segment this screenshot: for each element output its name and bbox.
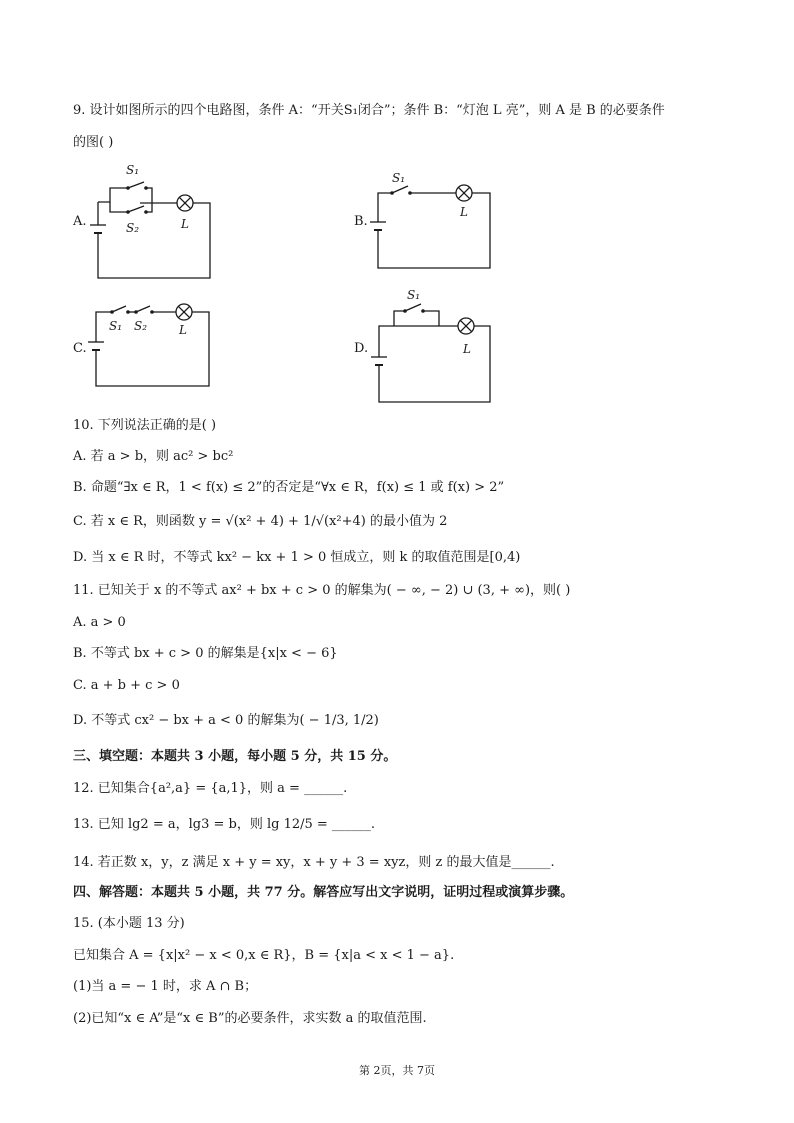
q11-option-a: A. a > 0 [73, 615, 126, 630]
circuit-d-diagram [371, 283, 496, 408]
q9-option-c-label: C. [73, 341, 87, 356]
q11-option-b: B. 不等式 bx + c > 0 的解集是{x|x < − 6} [73, 646, 338, 661]
q11-option-c: C. a + b + c > 0 [73, 678, 180, 693]
q9-option-a-label: A. [73, 214, 87, 229]
q15-header: 15. (本小题 13 分) [73, 916, 185, 931]
q13-text: 13. 已知 lg2 = a，lg3 = b，则 lg 12/5 = ______. [73, 817, 376, 832]
q10-option-a: A. 若 a > b，则 ac² > bc² [73, 449, 234, 464]
q10-option-b: B. 命题“∃x ∈ R，1 < f(x) ≤ 2”的否定是“∀x ∈ R，f(x) ≤ 1 或 f(x) > 2” [73, 480, 505, 495]
circuit-a-s2-label: S₂ [126, 221, 140, 235]
section-3-heading: 三、填空题：本题共 3 小题，每小题 5 分，共 15 分。 [73, 749, 397, 764]
circuit-b-lamp-label: L [460, 205, 468, 219]
circuit-c-diagram [88, 296, 218, 391]
circuit-d-lamp-label: L [463, 342, 471, 356]
circuit-b-s1-label: S₁ [392, 171, 406, 185]
circuit-a-lamp-label: L [181, 217, 189, 231]
q10-stem: 10. 下列说法正确的是( ) [73, 418, 217, 433]
page-footer: 第 2页，共 7页 [359, 1064, 435, 1077]
circuit-c-s1-label: S₁ [109, 319, 123, 333]
q10-option-d: D. 当 x ∈ R 时，不等式 kx² − kx + 1 > 0 恒成立，则 k 的取值范围是[0,4) [73, 550, 521, 565]
q15-part2: (2)已知“x ∈ A”是“x ∈ B”的必要条件，求实数 a 的取值范围. [73, 1011, 427, 1026]
circuit-b-diagram [370, 168, 495, 273]
section-4-heading: 四、解答题：本题共 5 小题，共 77 分。解答应写出文字说明，证明过程或演算步骤。 [73, 885, 574, 900]
circuit-c-lamp-label: L [179, 323, 187, 337]
circuit-a-s1-label: S₁ [126, 163, 140, 177]
q10-option-c: C. 若 x ∈ R，则函数 y = √(x² + 4) + 1/√(x²+4) 的最小值为 2 [73, 514, 448, 529]
q14-text: 14. 若正数 x，y，z 满足 x + y = xy，x + y + 3 = xyz，则 z 的最大值是______. [73, 855, 555, 870]
circuit-c-s2-label: S₂ [134, 319, 148, 333]
q9-option-d-label: D. [354, 341, 369, 356]
q11-stem: 11. 已知关于 x 的不等式 ax² + bx + c > 0 的解集为( − ∞, − 2) ∪ (3, + ∞)，则( ) [73, 583, 571, 598]
q9-option-b-label: B. [354, 214, 368, 229]
q15-given: 已知集合 A = {x|x² − x < 0,x ∈ R}，B = {x|a < x < 1 − a}. [73, 948, 455, 963]
q9-stem-line2: 的图( ) [73, 135, 114, 150]
q15-part1: (1)当 a = − 1 时，求 A ∩ B； [73, 979, 258, 994]
q9-stem-line1: 9. 设计如图所示的四个电路图，条件 A：“开关S₁闭合”；条件 B：“灯泡 L 亮”，则 A 是 B 的必要条件 [73, 103, 665, 118]
circuit-d-s1-label: S₁ [407, 288, 421, 302]
circuit-a-diagram [90, 160, 220, 285]
q11-option-d: D. 不等式 cx² − bx + a < 0 的解集为( − 1/3, 1/2) [73, 713, 379, 728]
q12-text: 12. 已知集合{a²,a} = {a,1}，则 a = ______. [73, 781, 348, 796]
